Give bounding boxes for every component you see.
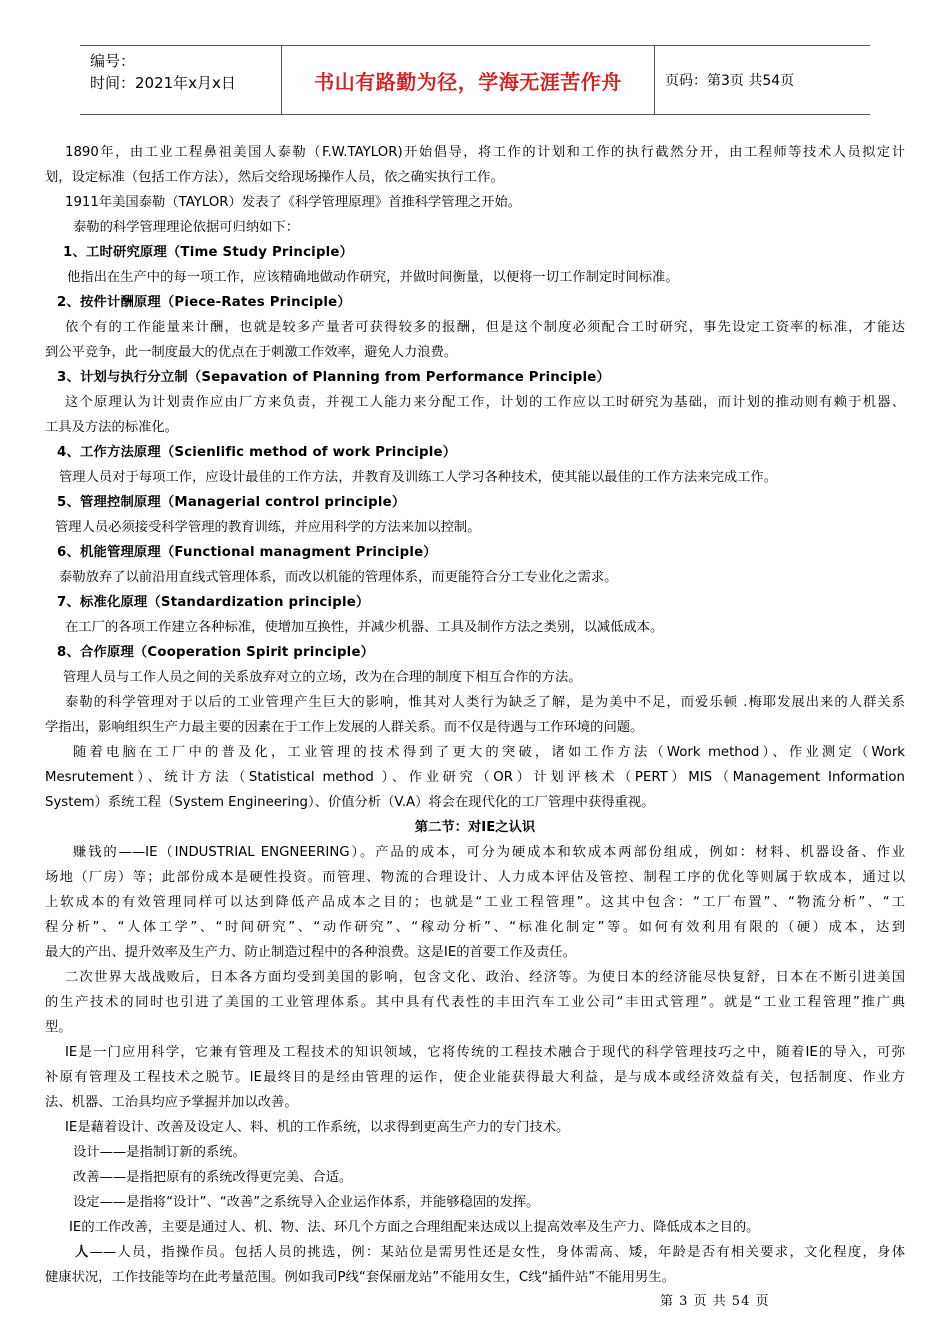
paragraph-line: 学指出，影响组织生产力最主要的因素在于工作上发展的人群关系。而不仅是待遇与工作环境的问题。 <box>45 720 644 735</box>
paragraph-line: IE是藉着设计、改善及设定人、料、机的工作系统，以求得到更高生产力的专门技术。 <box>65 1120 570 1135</box>
paragraph-line: 泰勒的科学管理对于以后的工业管理产生巨大的影响，惟其对人类行为缺乏了解，是为美中不足，而爱乐顿 .梅耶发展出来的人群关系 <box>65 695 905 710</box>
paragraph-line: 设计——是指制订新的系统。 <box>73 1145 246 1160</box>
section-heading: 3、计划与执行分立制（Sepavation of Planning from Performance Principle） <box>57 370 610 385</box>
paragraph-line: 健康状况，工作技能等均在此考量范围。例如我司P线“套保丽龙站”不能用女生，C线“插件站”不能用男生。 <box>45 1270 675 1285</box>
paragraph-line: 最大的产出、提升效率及生产力、防止制造过程中的各种浪费。这是IE的首要工作及责任。 <box>45 945 576 960</box>
paragraph-line: 设定——是指将“设计”、“改善”之系统导入企业运作体系，并能够稳固的发挥。 <box>73 1195 540 1210</box>
paragraph-line: 1890年，由工业工程鼻祖美国人泰勒（F.W.TAYLOR)开始倡导，将工作的计划和工作的执行截然分开，由工程师等技术人员拟定计 <box>65 145 905 160</box>
header-info-cell <box>80 46 281 114</box>
paragraph-line: 管理人员对于每项工作，应设计最佳的工作方法，并教育及训练工人学习各种技术，使其能以最佳的工作方法来完成工作。 <box>59 470 778 485</box>
page-footer: 第 3 页 共 54 页 <box>660 1294 770 1309</box>
document-header <box>80 45 870 115</box>
paragraph-line: IE的工作改善，主要是通过人、机、物、法、环几个方面之合理组配来达成以上提高效率及生产力、降低成本之目的。 <box>69 1220 760 1235</box>
paragraph-line: 到公平竞争，此一制度最大的优点在于刺激工作效率，避免人力浪费。 <box>45 345 458 360</box>
paragraph-text: ——人员，指操作员。包括人员的挑选，例：某站位是需男性还是女性，身体需高、矮，年龄是否有相关要求，文化程度，身体 <box>89 1245 906 1260</box>
section-heading: 2、按件计酬原理（Piece-Rates Principle） <box>57 295 351 310</box>
document-time-label: 时间：2021年x月x日 <box>90 74 236 92</box>
paragraph-line: 的生产技术的同时也引进了美国的工业管理体系。其中具有代表性的丰田汽车工业公司“丰田式管理”。就是“工业工程管理”推广典 <box>45 995 905 1010</box>
header-motto-cell <box>281 46 655 114</box>
paragraph-line: 场地（厂房）等；此部份成本是硬性投资。而管理、物流的合理设计、人力成本评估及管控、制程工序的优化等则属于软成本，通过以 <box>45 870 905 885</box>
paragraph-line <box>45 1240 905 1265</box>
chapter-section-title: 第二节：对IE之认识 <box>414 820 536 835</box>
paragraph-line: 二次世界大战战败后，日本各方面均受到美国的影响，包含文化、政治、经济等。为使日本的经济能尽快复舒，日本在不断引进美国 <box>65 970 905 985</box>
header-page-info: 页码：第3页 共54页 <box>665 73 795 89</box>
paragraph-line: 随着电脑在工厂中的普及化，工业管理的技术得到了更大的突破，诸如工作方法（Work method）、作业测定（Work <box>73 745 905 760</box>
section-heading: 1、工时研究原理（Time Study Principle） <box>63 245 354 260</box>
paragraph-line: 工具及方法的标准化。 <box>45 420 178 435</box>
header-motto: 书山有路勤为径，学海无涯苦作舟 <box>314 69 622 94</box>
paragraph-line: 补原有管理及工程技术之脱节。IE最终目的是经由管理的运作，使企业能获得最大利益，是与成本或经济效益有关，包括制度、作业方 <box>45 1070 905 1085</box>
paragraph-line: 管理人员必须接受科学管理的教育训练，并应用科学的方法来加以控制。 <box>55 520 481 535</box>
paragraph-line: IE是一门应用科学，它兼有管理及工程技术的知识领域，它将传统的工程技术融合于现代的科学管理技巧之中，随着IE的导入，可弥 <box>65 1045 905 1060</box>
paragraph-line: 改善——是指把原有的系统改得更完美、合适。 <box>73 1170 353 1185</box>
document-number-label: 编号： <box>90 52 136 70</box>
paragraph-line: 程分析”、“人体工学”、“时间研究”、“动作研究”、“稼动分析”、“标准化制定”等。如何有效利用有限的（硬）成本，达到 <box>45 920 905 935</box>
section-heading: 4、工作方法原理（Scienlific method of work Principle） <box>57 445 457 460</box>
bold-keyword: 人 <box>75 1245 90 1260</box>
paragraph-line: 泰勒的科学管理理论依据可归纳如下： <box>73 220 300 235</box>
paragraph-line: 1911年美国泰勒（TAYLOR）发表了《科学管理原理》首推科学管理之开始。 <box>65 195 522 210</box>
paragraph-line: 赚钱的——IE（INDUSTRIAL ENGNEERING）。产品的成本，可分为硬成本和软成本两部份组成，例如：材料、机器设备、作业 <box>73 845 905 860</box>
header-page-cell <box>655 46 870 114</box>
paragraph-line: 依个有的工作能量来计酬，也就是较多产量者可获得较多的报酬，但是这个制度必须配合工时研究，事先设定工资率的标准，才能达 <box>65 320 905 335</box>
paragraph-line: 上软成本的有效管理同样可以达到降低产品成本之目的；也就是“工业工程管理”。这其中包含：“工厂布置”、“物流分析”、“工 <box>45 895 905 910</box>
paragraph-line: Mesrutement）、统计方法（Statistical method ）、作业研究（OR）计划评核术（PERT）MIS（Management Information <box>45 770 905 785</box>
paragraph-line: 管理人员与工作人员之间的关系放弃对立的立场，改为在合理的制度下相互合作的方法。 <box>63 670 582 685</box>
section-heading: 7、标准化原理（Standardization principle） <box>57 595 370 610</box>
paragraph-line: System）系统工程（System Engineering）、价值分析（V.A）将会在现代化的工厂管理中获得重视。 <box>45 795 655 810</box>
paragraph-line: 型。 <box>45 1020 72 1035</box>
document-body <box>45 140 905 1290</box>
paragraph-line: 泰勒放弃了以前沿用直线式管理体系，而改以机能的管理体系，而更能符合分工专业化之需求。 <box>59 570 618 585</box>
section-heading: 5、管理控制原理（Managerial control principle） <box>57 495 406 510</box>
paragraph-line: 划，设定标准（包括工作方法），然后交给现场操作人员，依之确实执行工作。 <box>45 170 504 185</box>
paragraph-line: 法、机器、工治具均应予掌握并加以改善。 <box>45 1095 298 1110</box>
section-heading: 8、合作原理（Cooperation Spirit principle） <box>57 645 375 660</box>
paragraph-line: 在工厂的各项工作建立各种标准，使增加互换性，并减少机器、工具及制作方法之类别，以减低成本。 <box>65 620 664 635</box>
paragraph-line: 这个原理认为计划责作应由厂方来负责，并视工人能力来分配工作，计划的工作应以工时研究为基础，而计划的推动则有赖于机器、 <box>65 395 905 410</box>
paragraph-line: 他指出在生产中的每一项工作，应该精确地做动作研究，并做时间衡量，以便将一切工作制定时间标准。 <box>67 270 679 285</box>
section-heading: 6、机能管理原理（Functional managment Principle） <box>57 545 437 560</box>
